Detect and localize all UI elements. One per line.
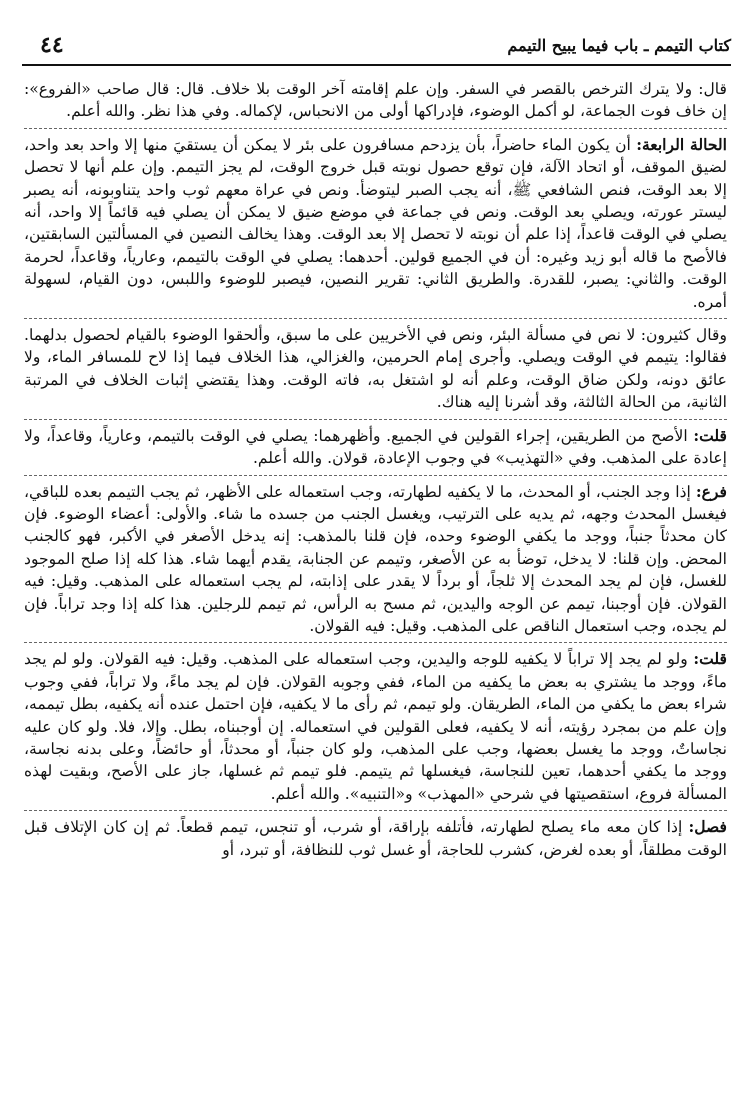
section-divider bbox=[24, 318, 727, 319]
running-title: كتاب التيمم ـ باب فيما يبيح التيمم bbox=[507, 35, 731, 55]
section-divider bbox=[24, 475, 727, 476]
paragraph-heading: قلت: bbox=[693, 425, 727, 445]
section-divider bbox=[24, 419, 727, 420]
paragraph-heading: الحالة الرابعة: bbox=[636, 134, 727, 154]
header-rule bbox=[22, 64, 731, 66]
paragraph-text: إذا كان معه ماء يصلح لطهارته، فأتلفه بإراقة، أو شرب، أو تنجس، تيمم قطعاً. ثم إن كان الإتلاف قبل الوقت مطلقاً، أو بعده لغرض، كشرب للحاجة، أو غسل ثوب للنظافة، أو تبرد، أو bbox=[24, 818, 727, 859]
paragraph-text: أن يكون الماء حاضراً، بأن يزدحم مسافرون على بئر لا يمكن أن يستقيَ منها إلا واحد بعد واحد، لضيق الموقف، أو اتحاد الآلة، فإن توقع حصول نوبته قبل خروج الوقت، لم يجز التيمم. وإن علم أنها لا تحصل إلا بعد الوقت، فنص الشافعي ﷺ، أنه يجب الصبر ليتوضأ. ونص في عراة معهم ثوب واحد يتناوبونه، أنه يصبر ليستر عورته، ويصلي بعد الوقت. ونص في جماعة في موضع ضيق لا يمكن أن يصلي فيه قائماً إلا واحد، أنه يصلي في الوقت قاعداً، إذا علم أن نوبته لا تحصل إلا بعد الوقت. وهذا يخالف النصين في المسألتين السابقتين، فالأصح ما قاله أبو زيد وغيره: أن في الجميع قولين. أحدهما: يصلي في الوقت بالتيمم، وعارياً، وقاعداً، لحرمة الوقت. والثاني: يصبر، للقدرة. والطريق الثاني: تقرير النصين، فيصبر للوضوء واللبس، دون القيام، لسهولة أمره. bbox=[24, 135, 727, 311]
paragraph bbox=[24, 816, 727, 861]
paragraph bbox=[24, 134, 727, 313]
paragraph-heading: فصل: bbox=[688, 817, 727, 837]
paragraph-text: الأصح من الطريقين، إجراء القولين في الجميع. وأظهرهما: يصلي في الوقت بالتيمم، وعارياً، وقاعداً، ولا إعادة على المذهب. وفي «التهذيب» في وجوب الإعادة، قولان. والله أعلم. bbox=[24, 426, 727, 468]
paragraph bbox=[24, 425, 727, 470]
page-number: ٤٤ bbox=[40, 32, 64, 58]
paragraph-heading: فرع: bbox=[695, 481, 727, 501]
paragraph bbox=[24, 78, 727, 123]
page-body bbox=[24, 78, 727, 866]
section-divider bbox=[24, 128, 727, 129]
paragraph-text: قال: ولا يترك الترخص بالقصر في السفر. وإن علم إقامته آخر الوقت بلا خلاف. قال: قال صاحب «الفروع»: إن خاف فوت الجماعة، لو أكمل الوضوء، فإدراكها أولى من الانحباس، لإكماله. وفي هذا نظر. والله أعلم. bbox=[24, 80, 727, 121]
paragraph bbox=[24, 324, 727, 414]
paragraph-text: إذا وجد الجنب، أو المحدث، ما لا يكفيه لطهارته، وجب استعماله على الأظهر، ثم يجب التيمم بعده للباقي، فيغسل المحدث وجهه، ثم يديه على الترتيب، ويغسل الجنب من جسده ما شاء. والأولى: أعضاء الوضوء. فإن كان محدثاً جنباً، ووجد ما يكفي الوضوء وحده، فإن قلنا بالمذهب: إنه يدخل الأصغر في الأكبر، فهو كالجنب المحض. وإن قلنا: لا يدخل، توضأ به عن الأصغر، وتيمم عن الجنابة، يقدم أيهما شاء. هذا كله إذا صلح الموجود للغسل، فإن لم يجد المحدث إلا ثلجاً، أو برداً لا يقدر على إذابته، لم يجب استعماله على المذهب. وقيل: فيه القولان. فإن أوجبنا، تيمم عن الوجه واليدين، ثم مسح به الرأس، ثم تيمم للرجلين. هذا كله إذا وجد تراباً. فإن لم يجده، وجب استعمال الناقص على المذهب. وقيل: فيه القولان. bbox=[24, 482, 727, 635]
paragraph-text: ولو لم يجد إلا تراباً لا يكفيه للوجه واليدين، وجب استعماله على المذهب. وقيل: فيه القولان. ولو لم يجد ماءً، ووجد ما يشتري به بعض ما يكفيه من الماء، ففي وجوبه القولان. فإن لم يجد ماءً، ولا تراباً، ففي وجوب شراء بعض ما يكفي من الماء، الطريقان. ولو تيمم، ثم رأى ما لا يكفيه، فإن احتمل عنده أنه يكفيه، بطل تيممه، وإن علم من بمجرد رؤيته، أنه لا يكفيه، فعلى القولين في استعماله. إن أوجبناه، بطل. وإلا، فلا. ولو كان عليه نجاساتٌ، ووجد ما يغسل بعضها، وجب على المذهب، ولو كان جنباً، أو محدثاً، أو حائضاً، وعلى بدنه نجاسة، ووجد ما يكفي أحدهما، تعين للنجاسة، فيغسلها ثم يتيمم. فلو تيمم ثم غسلها، جاز على الأصح، وبقيت لهذه المسألة فروع، استقصيتها في شرحي «المهذب» و«التنبيه». والله أعلم. bbox=[24, 650, 727, 803]
page-header bbox=[22, 28, 731, 62]
section-divider bbox=[24, 642, 727, 643]
paragraph-heading: قلت: bbox=[693, 649, 727, 669]
paragraph bbox=[24, 481, 727, 638]
section-divider bbox=[24, 810, 727, 811]
paragraph bbox=[24, 648, 727, 805]
paragraph-text: وقال كثيرون: لا نص في مسألة البئر، ونص في الأخريين على ما سبق، وألحقوا الوضوء بالقيام لحصول بدلهما. فقالوا: يتيمم في الوقت ويصلي. وأجرى إمام الحرمين، والغزالي، هذا الخلاف فيما إذا لاح للمسافر الماء، ولا عائق دونه، ولكن ضاق الوقت، وعلم أنه لو اشتغل به، فاته الوقت. وهذا يقتضي إثبات الخلاف في المرتبة الثانية، من الحالة الثالثة، وقد أشرنا إليه هناك. bbox=[24, 326, 727, 412]
